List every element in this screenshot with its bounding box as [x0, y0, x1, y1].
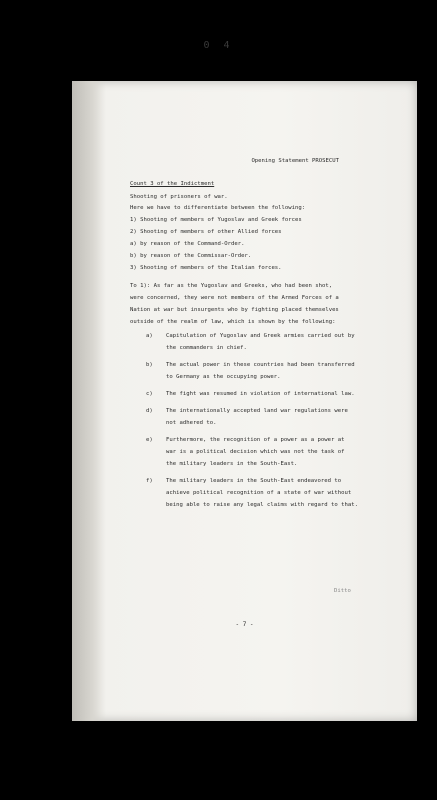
point-line: to Germany as the occupying power. [166, 374, 281, 380]
point-label: e) [146, 437, 153, 443]
point-label: c) [146, 391, 153, 397]
list-item: 3) Shooting of members of the Italian forces. [130, 265, 282, 271]
page-header: Opening Statement PROSECUT [251, 158, 339, 164]
point-line: achieve political recognition of a state of war without [166, 490, 352, 496]
section-subtitle: Shooting of prisoners of war. [130, 194, 228, 200]
point-line: war is a political decision which was not the task of [166, 449, 345, 455]
frame-mark: 0 4 [203, 40, 234, 51]
point-label: b) [146, 362, 153, 368]
point-line: The military leaders in the South-East endeavored to [166, 478, 342, 484]
list-item: b) by reason of the Commissar-Order. [130, 253, 252, 259]
point-line: The fight was resumed in violation of international law. [166, 391, 355, 397]
point-line: the military leaders in the South-East. [166, 461, 298, 467]
point-line: being able to raise any legal claims with regard to that. [166, 502, 358, 508]
list-item: a) by reason of the Command-Order. [130, 241, 245, 247]
document-text [72, 81, 417, 721]
ditto-mark: Ditto [334, 588, 351, 594]
point-label: a) [146, 333, 153, 339]
page-number: - 7 - [235, 621, 254, 628]
point-label: f) [146, 478, 153, 484]
point-line: The internationally accepted land war regulations were [166, 408, 348, 414]
point-label: d) [146, 408, 153, 414]
section-title: Count 3 of the Indictment [130, 181, 215, 187]
document-page [72, 81, 417, 721]
paragraph-line: outside of the realm of law, which is shown by the following: [130, 319, 336, 325]
point-line: The actual power in these countries had been transferred [166, 362, 355, 368]
point-line: the commanders in chief. [166, 345, 247, 351]
paragraph-line: Nation at war but insurgents who by fighting placed themselves [130, 307, 339, 313]
point-line: Furthermore, the recognition of a power as a power at [166, 437, 345, 443]
paragraph-line: To 1): As far as the Yugoslav and Greeks, who had been shot, [130, 283, 333, 289]
paragraph-line: were concerned, they were not members of the Armed Forces of a [130, 295, 339, 301]
point-line: Capitulation of Yugoslav and Greek armies carried out by [166, 333, 355, 339]
list-item: 1) Shooting of members of Yugoslav and Greek forces [130, 217, 302, 223]
intro-line: Here we have to differentiate between the following: [130, 205, 306, 211]
point-line: not adhered to. [166, 420, 217, 426]
list-item: 2) Shooting of members of other Allied forces [130, 229, 282, 235]
